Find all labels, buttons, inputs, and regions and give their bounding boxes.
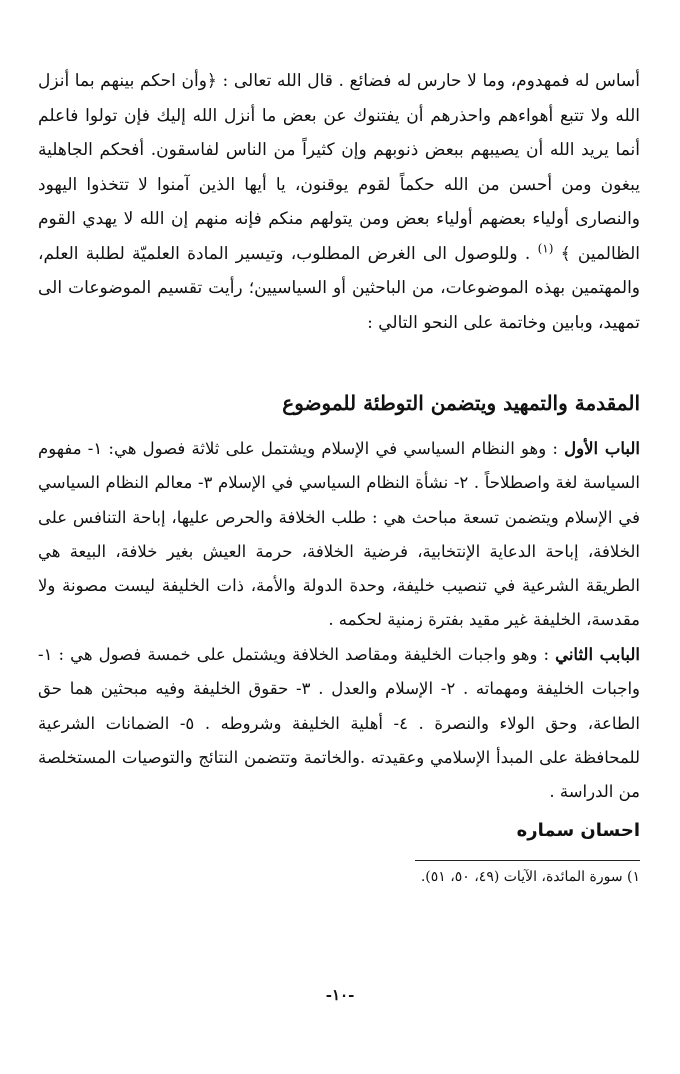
- chapter-two-heading: البابب الثاني: [555, 645, 640, 664]
- chapter-two-paragraph: [38, 638, 640, 809]
- chapter-one-heading: الباب الأول: [564, 439, 640, 458]
- author-signature: احسان سماره: [516, 820, 640, 841]
- footnote-divider: [415, 860, 640, 861]
- intro-paragraph: [38, 64, 640, 340]
- chapter-one-text: : وهو النظام السياسي في الإسلام ويشتمل على ثلاثة فصول هي: ١- مفهوم السياسة لغة واصطلاحاً . ٢- نشأة النظام السياسي في الإسلام ٣- معالم النظام السياسي في الإسلام ويتضمن تسعة مباحث هي : طلب الخلافة والحرص عليها، إباحة التنافس على الخلافة، إباحة الدعاية الإنتخابية، فرضية الخلافة، حرمة العيش بغير خلافة، البيعة هي الطريقة الشرعية في تنصيب خليفة، وحدة الدولة والأمة، ذات الخليفة ليست مصونة ولا مقدسة، الخليفة غير مقيد بفترة زمنية لحكمه .: [38, 439, 640, 630]
- intro-text-continued: . وللوصول الى الغرض المطلوب، وتيسير المادة العلميّة لطلبة العلم، والمهتمين بهذه الموضوعات، من الباحثين أو السياسيين؛ رأيت تقسيم الموضوعات الى تمهيد، وبابين وخاتمة على النحو التالي :: [38, 243, 640, 333]
- footnote-marker: (١): [537, 240, 554, 255]
- chapter-two-text: : وهو واجبات الخليفة ومقاصد الخلافة ويشتمل على خمسة فصول هي : ١- واجبات الخليفة ومهماته . ٢- الإسلام والعدل . ٣- حقوق الخليفة وفيه مبحثين هما حق الطاعة، وحق الولاء والنصرة . ٤- أهلية الخليفة وشروطه . ٥- الضمانات الشرعية للمحافظة على المبدأ الإسلامي وعقيدته .والخاتمة وتتضمن النتائج والتوصيات المستخلصة من الدراسة .: [38, 645, 640, 802]
- intro-text: أساس له فمهدوم، وما لا حارس له فضائع . قال الله تعالى : ﴿وأن احكم بينهم بما أنزل الله ولا تتبع أهواءهم واحذرهم أن يفتنوك عن بعض ما أنزل الله إليك فإن تولوا فاعلم أنما يريد الله أن يصيبهم ببعض ذنوبهم وإن كثيراً من الناس لفاسقون. أفحكم الجاهلية يبغون ومن أحسن من الله حكماً لقوم يوقنون، يا أيها الذين آمنوا لا تتخذوا اليهود والنصارى أولياء بعضهم أولياء بعض ومن يتولهم منكم فإنه منهم إن الله لا يهدي القوم الظالمين ﴾: [38, 71, 640, 264]
- section-heading: المقدمة والتمهيد ويتضمن التوطئة للموضوع: [282, 391, 640, 415]
- chapter-one-paragraph: [38, 432, 640, 638]
- footnote: ١) سورة المائدة، الآيات (٤٩، ٥٠، ٥١).: [420, 869, 640, 885]
- page-number: -١٠-: [325, 986, 355, 1004]
